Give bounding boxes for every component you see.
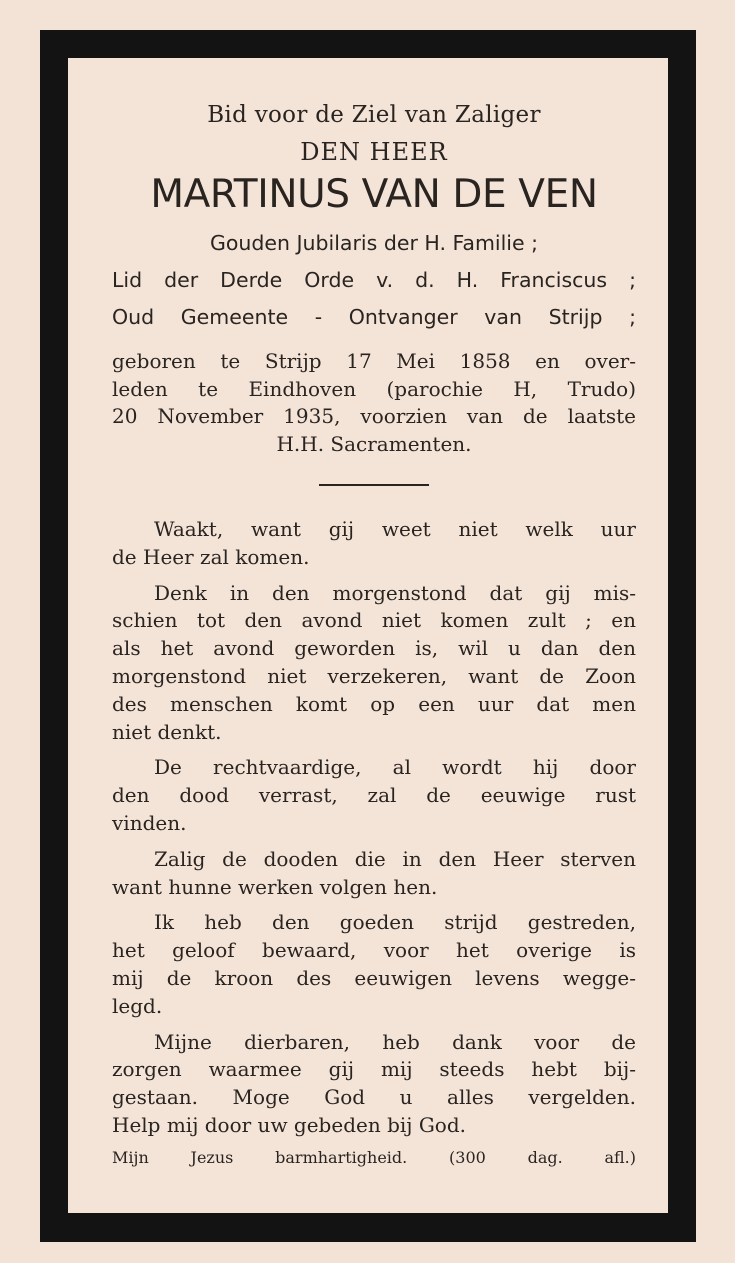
verses-section (112, 516, 636, 1140)
verse-line: den dood verrast, zal de eeuwige rust (112, 783, 636, 808)
verse-line: Mijne dierbaren, heb dank voor de (154, 1029, 636, 1054)
verse-paragraph (112, 909, 636, 1020)
verse-line: Zalig de dooden die in den Heer sterven (154, 846, 636, 871)
birth-line: leden te Eindhoven (parochie H, Trudo) (112, 376, 636, 401)
verse-paragraph (112, 1029, 636, 1140)
card-content (112, 96, 636, 1175)
verse-paragraph (112, 846, 636, 902)
verse-line: de Heer zal komen. (112, 544, 310, 569)
verse-line: legd. (112, 993, 163, 1018)
title-line: Oud Gemeente - Ontvanger van Strijp ; (112, 305, 636, 329)
verse-line: zorgen waarmee gij mij steeds hebt bij- (112, 1057, 636, 1082)
verse-line: Ik heb den goeden strijd gestreden, (154, 910, 636, 935)
verse-line: Waakt, want gij weet niet welk uur (154, 517, 636, 541)
indulgence-line: Mijn Jezus barmhartigheid. (300 dag. afl.) (112, 1147, 636, 1167)
birth-line: 20 November 1935, voorzien van de laatste (112, 404, 636, 428)
verse-line: morgenstond niet verzekeren, want de Zoon (112, 663, 636, 688)
verse-line: des menschen komt op een uur dat men (112, 691, 636, 716)
verse-line: want hunne werken volgen hen. (112, 874, 438, 899)
verse-line: schien tot den avond niet komen zult ; en (112, 608, 636, 633)
title-line: Lid der Derde Orde v. d. H. Franciscus ; (112, 268, 636, 292)
verse-line: gestaan. Moge God u alles vergelden. (112, 1085, 636, 1110)
verse-paragraph (112, 754, 636, 837)
title-line: Gouden Jubilaris der H. Familie ; (209, 231, 539, 255)
verse-line: De rechtvaardige, al wordt hij door (154, 755, 636, 780)
birth-line: H.H. Sacramenten. (276, 431, 472, 456)
verse-line: Help mij door uw gebeden bij God. (112, 1112, 467, 1137)
verse-line: mij de kroon des eeuwigen levens wegge- (112, 965, 636, 990)
verse-line: niet denkt. (112, 719, 222, 744)
deceased-name: MARTINUS VAN DE VEN (150, 172, 598, 217)
intro-line: Bid voor de Ziel van Zaliger (207, 102, 541, 128)
titles-list (112, 225, 636, 336)
verse-line: als het avond geworden is, wil u dan den (112, 636, 636, 661)
birth-death-text (112, 348, 636, 458)
birth-line: geboren te Strijp 17 Mei 1858 en over- (112, 349, 636, 373)
verse-line: vinden. (112, 810, 187, 835)
verse-line: Denk in den morgenstond dat gij mis- (154, 580, 636, 605)
salutation: DEN HEER (300, 138, 448, 166)
divider-rule (319, 484, 429, 486)
indulgence-prayer (112, 1148, 636, 1167)
verse-paragraph (112, 580, 636, 747)
verse-paragraph (112, 516, 636, 572)
verse-line: het geloof bewaard, voor het overige is (112, 938, 636, 963)
